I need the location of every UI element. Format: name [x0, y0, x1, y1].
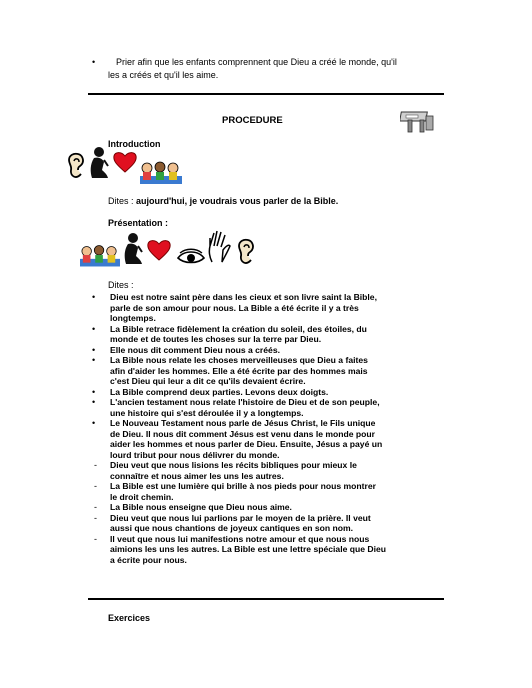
eye-icon — [176, 248, 206, 266]
list-item-marker: - — [94, 481, 97, 491]
list-item-line: connaître et nous aimer les uns les autres. — [110, 470, 284, 481]
list-item-line: Elle nous dit comment Dieu nous a créés. — [110, 344, 281, 355]
list-item-line: La Bible retrace fidèlement la création du soleil, des étoiles, du — [110, 323, 367, 334]
list-item-line: longtemps. — [110, 313, 156, 323]
procedure-title: PROCEDURE — [222, 115, 283, 126]
list-item-line: Dieu veut que nous lui parlions par le moyen de la prière. Il veut — [110, 512, 371, 523]
list-item-line: le droit chemin. — [110, 491, 174, 502]
intro-dites-text: aujourd'hui, je voudrais vous parler de la Bible. — [136, 196, 339, 206]
objective-bullet: • — [92, 57, 96, 67]
list-item-marker: - — [94, 502, 97, 512]
list-item-line: une histoire qui s'est déroulée il y a longtemps. — [110, 407, 304, 418]
list-item-marker: • — [92, 292, 96, 302]
section-divider-top — [88, 93, 444, 95]
list-item-line: de Dieu. Il nous dit comment Jésus est venu dans le monde pour — [110, 428, 376, 439]
list-item-line: aider les hommes et nous parler de Dieu. Ensuite, Jésus a payé un — [110, 439, 383, 449]
exercices-heading: Exercices — [108, 613, 151, 623]
list-item-line: La Bible comprend deux parties. Levons deux doigts. — [110, 386, 329, 397]
list-item-line: c'est Dieu qui leur a dit ce qu'ils devaient écrire. — [110, 376, 306, 386]
list-item-marker: • — [92, 344, 96, 355]
presentation-heading: Présentation : — [108, 218, 169, 228]
list-item-marker: - — [94, 512, 97, 523]
children-group-icon — [140, 160, 182, 186]
list-item-line: aussi que nous chantions de joyeux cantiques en son nom. — [110, 523, 354, 533]
praying-person-icon — [86, 146, 110, 182]
intro-dites-label: Dites : — [108, 196, 134, 206]
list-item-line: La Bible est une lumière qui brille à nos pieds pour nous montrer — [110, 481, 376, 491]
praying-person-icon — [120, 232, 144, 268]
list-item-line: Dieu est notre saint père dans les cieux et son livre saint la Bible, — [110, 292, 377, 302]
list-item-line: lourd tribut pour nous délivrer du monde. — [110, 449, 280, 460]
section-divider-bottom — [88, 598, 444, 600]
list-item-line: aimions les uns les autres. La Bible est une lettre spéciale que Dieu — [110, 544, 387, 554]
list-item-line: La Bible nous relate les choses merveilleuses que Dieu a faites — [110, 355, 368, 365]
intro-dites-line — [108, 196, 338, 206]
children-group-icon — [80, 243, 120, 269]
objective-line-1: Prier afin que les enfants comprennent que Dieu a créé le monde, qu'il — [116, 57, 397, 67]
list-item-line: La Bible nous enseigne que Dieu nous aime. — [110, 502, 292, 512]
presentation-dites-label: Dites : — [108, 280, 134, 290]
desk-icon — [400, 108, 434, 134]
heart-icon — [112, 150, 138, 174]
list-item-line: parle de son amour pour nous. La Bible a été écrite il y a très — [110, 302, 359, 313]
list-item-line: monde et de toutes les choses sur la terre par Dieu. — [110, 334, 322, 344]
list-item-marker: • — [92, 355, 96, 365]
list-item-line: Le Nouveau Testament nous parle de Jésus Christ, le Fils unique — [110, 418, 376, 428]
list-item-line: afin d'aider les hommes. Elle a été écrite par des hommes mais — [110, 365, 368, 376]
list-item-line: Dieu veut que nous lisions les récits bibliques pour mieux le — [110, 460, 357, 470]
list-item-line: Il veut que nous lui manifestions notre amour et que nous nous — [110, 533, 370, 544]
list-item-marker: - — [94, 533, 97, 544]
list-item-line: a écrite pour nous. — [110, 554, 187, 565]
objective-line-2: les a créés et qu'il les aime. — [108, 70, 219, 80]
hand-icon — [206, 230, 232, 264]
ear-icon — [66, 152, 86, 180]
list-item-marker: - — [94, 460, 97, 470]
list-item-marker: • — [92, 418, 96, 428]
list-item-marker: • — [92, 397, 96, 407]
list-item-line: L'ancien testament nous relate l'histoire de Dieu et de son peuple, — [110, 397, 380, 407]
introduction-heading: Introduction — [108, 139, 161, 149]
list-item-marker: • — [92, 386, 96, 397]
heart-icon — [146, 238, 172, 262]
list-item-marker: • — [92, 323, 96, 334]
ear-icon — [236, 238, 256, 266]
